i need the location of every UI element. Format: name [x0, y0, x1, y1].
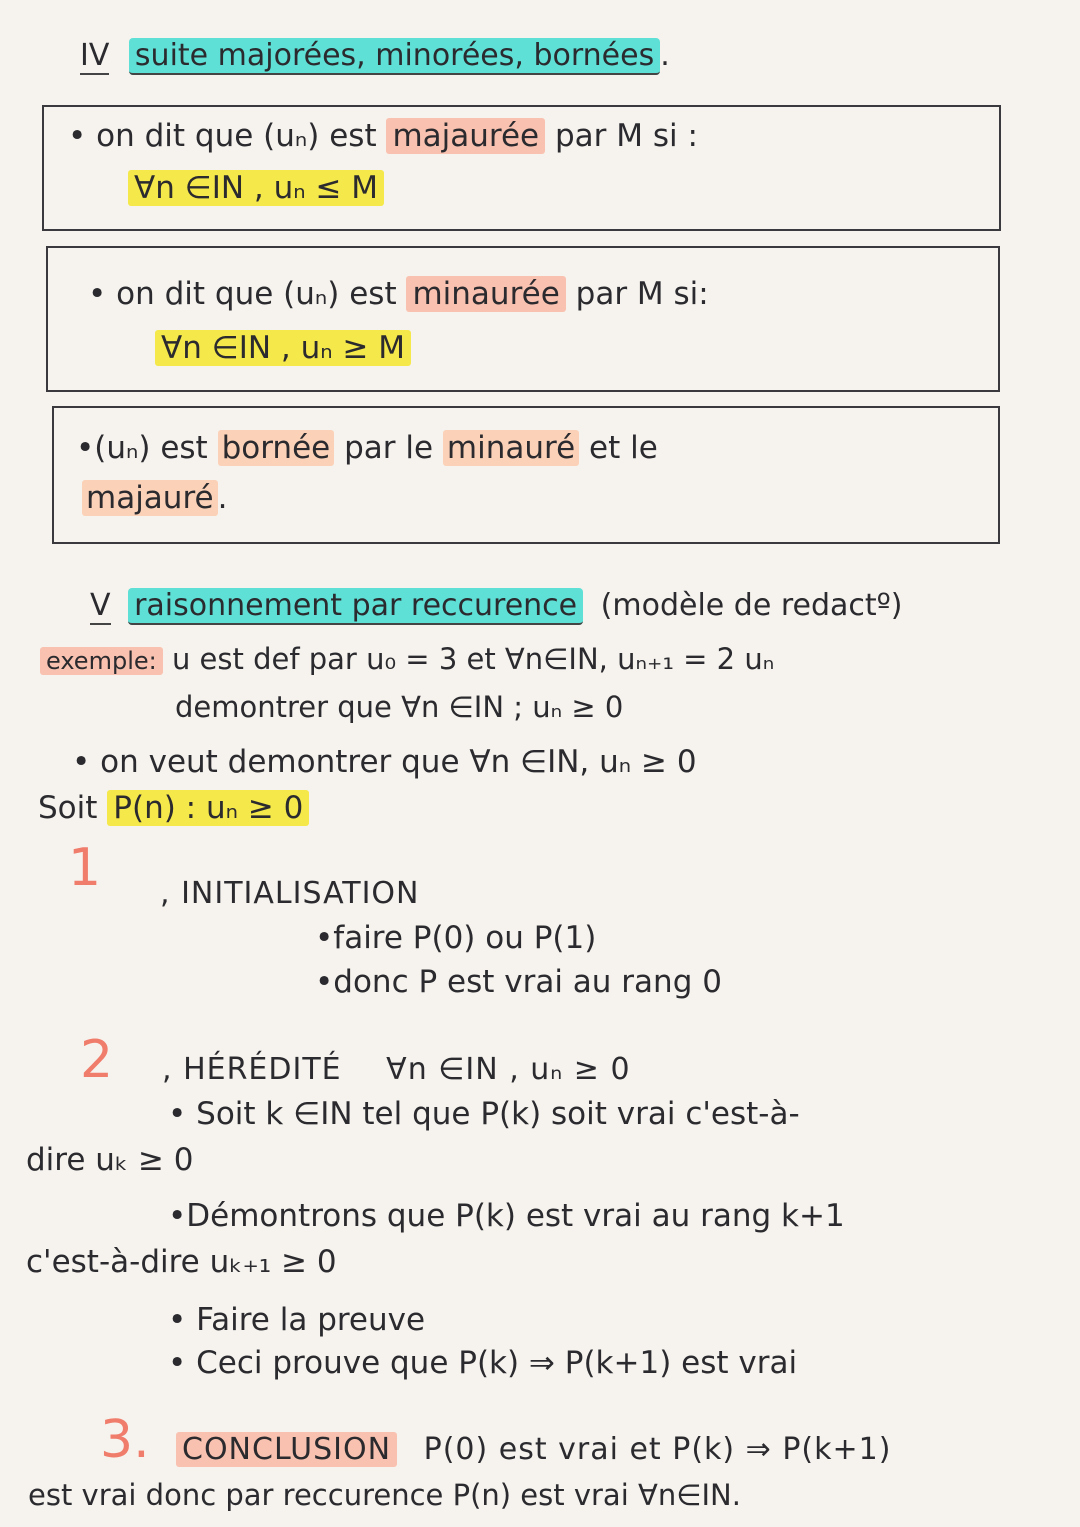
example-line1	[40, 642, 774, 676]
step-2-title-row	[162, 1052, 631, 1087]
step-3-title-row	[176, 1432, 891, 1467]
bullet: •	[76, 430, 95, 466]
box1-text-after: par M si :	[555, 118, 698, 154]
step-1-item-2: •donc P est vrai au rang 0	[315, 964, 722, 1000]
box3-line1	[76, 430, 658, 466]
section-4-numeral: IV	[80, 38, 110, 73]
step-3-number: 3.	[100, 1410, 150, 1470]
example-line2: demontrer que ∀n ∈IN ; uₙ ≥ 0	[175, 690, 624, 724]
keyword-minore: minauré	[443, 430, 579, 466]
section-4-heading	[80, 38, 670, 73]
box3-text: (uₙ) est	[94, 430, 208, 466]
example-definition: u est def par u₀ = 3 et ∀n∈IN, uₙ₊₁ = 2 uₙ	[171, 642, 775, 676]
soit-label: Soit	[38, 790, 98, 826]
section-4-period: .	[660, 38, 670, 73]
box2-text-after: par M si:	[575, 276, 709, 312]
definition-box-bornee	[52, 406, 1000, 544]
box2-line1	[88, 276, 709, 312]
keyword-majore: majauré	[82, 480, 218, 516]
intro-soit	[38, 790, 309, 826]
condition-minoree: ∀n ∈IN , uₙ ≥ M	[155, 330, 411, 366]
step-3-title: CONCLUSION	[176, 1432, 397, 1467]
condition-majoree: ∀n ∈IN , uₙ ≤ M	[128, 170, 384, 206]
section-5-note: (modèle de redactº)	[600, 588, 903, 623]
section-5-numeral: V	[90, 588, 111, 623]
bullet: •	[68, 118, 87, 154]
step-2-line6: • Ceci prouve que P(k) ⇒ P(k+1) est vrai	[168, 1345, 798, 1381]
step-2-line1: • Soit k ∈IN tel que P(k) soit vrai c'est-à-	[168, 1096, 800, 1132]
section-5-heading	[90, 588, 902, 623]
step-2-line4: c'est-à-dire uₖ₊₁ ≥ 0	[26, 1244, 337, 1280]
step-3-line1: P(0) est vrai et P(k) ⇒ P(k+1)	[423, 1432, 892, 1467]
box2-text: on dit que (uₙ) est	[116, 276, 397, 312]
step-2-line3: •Démontrons que P(k) est vrai au rang k+1	[168, 1198, 845, 1234]
box1-line1	[68, 118, 698, 154]
keyword-bornee: bornée	[218, 430, 335, 466]
box1-condition	[128, 170, 384, 206]
section-5-title: raisonnement par reccurence	[128, 588, 583, 625]
keyword-majoree: majaurée	[386, 118, 545, 154]
box3-period: .	[217, 480, 228, 516]
example-label: exemple:	[40, 647, 163, 675]
step-2-condition: ∀n ∈IN , uₙ ≥ 0	[386, 1052, 631, 1087]
box3-line2	[82, 480, 227, 516]
step-1-number: 1	[68, 838, 102, 898]
box3-text-after: et le	[589, 430, 658, 466]
box2-condition	[155, 330, 411, 366]
step-2-line2: dire uₖ ≥ 0	[26, 1142, 194, 1178]
bullet: •	[88, 276, 107, 312]
step-3-line2: est vrai donc par reccurence P(n) est vrai ∀n∈IN.	[28, 1478, 741, 1512]
step-2-line5: • Faire la preuve	[168, 1302, 426, 1338]
keyword-minoree: minaurée	[406, 276, 565, 312]
box3-text-mid: par le	[344, 430, 434, 466]
definition-box-minoree	[46, 246, 1000, 392]
soit-property: P(n) : uₙ ≥ 0	[107, 790, 309, 826]
section-4-title: suite majorées, minorées, bornées	[129, 38, 660, 75]
step-1-item-1: •faire P(0) ou P(1)	[315, 920, 597, 956]
step-2-title: , HÉRÉDITÉ	[162, 1052, 342, 1087]
step-1-title: , INITIALISATION	[160, 876, 420, 911]
intro-line1: • on veut demontrer que ∀n ∈IN, uₙ ≥ 0	[72, 744, 697, 780]
step-2-number: 2	[80, 1030, 114, 1090]
box1-text: on dit que (uₙ) est	[96, 118, 377, 154]
